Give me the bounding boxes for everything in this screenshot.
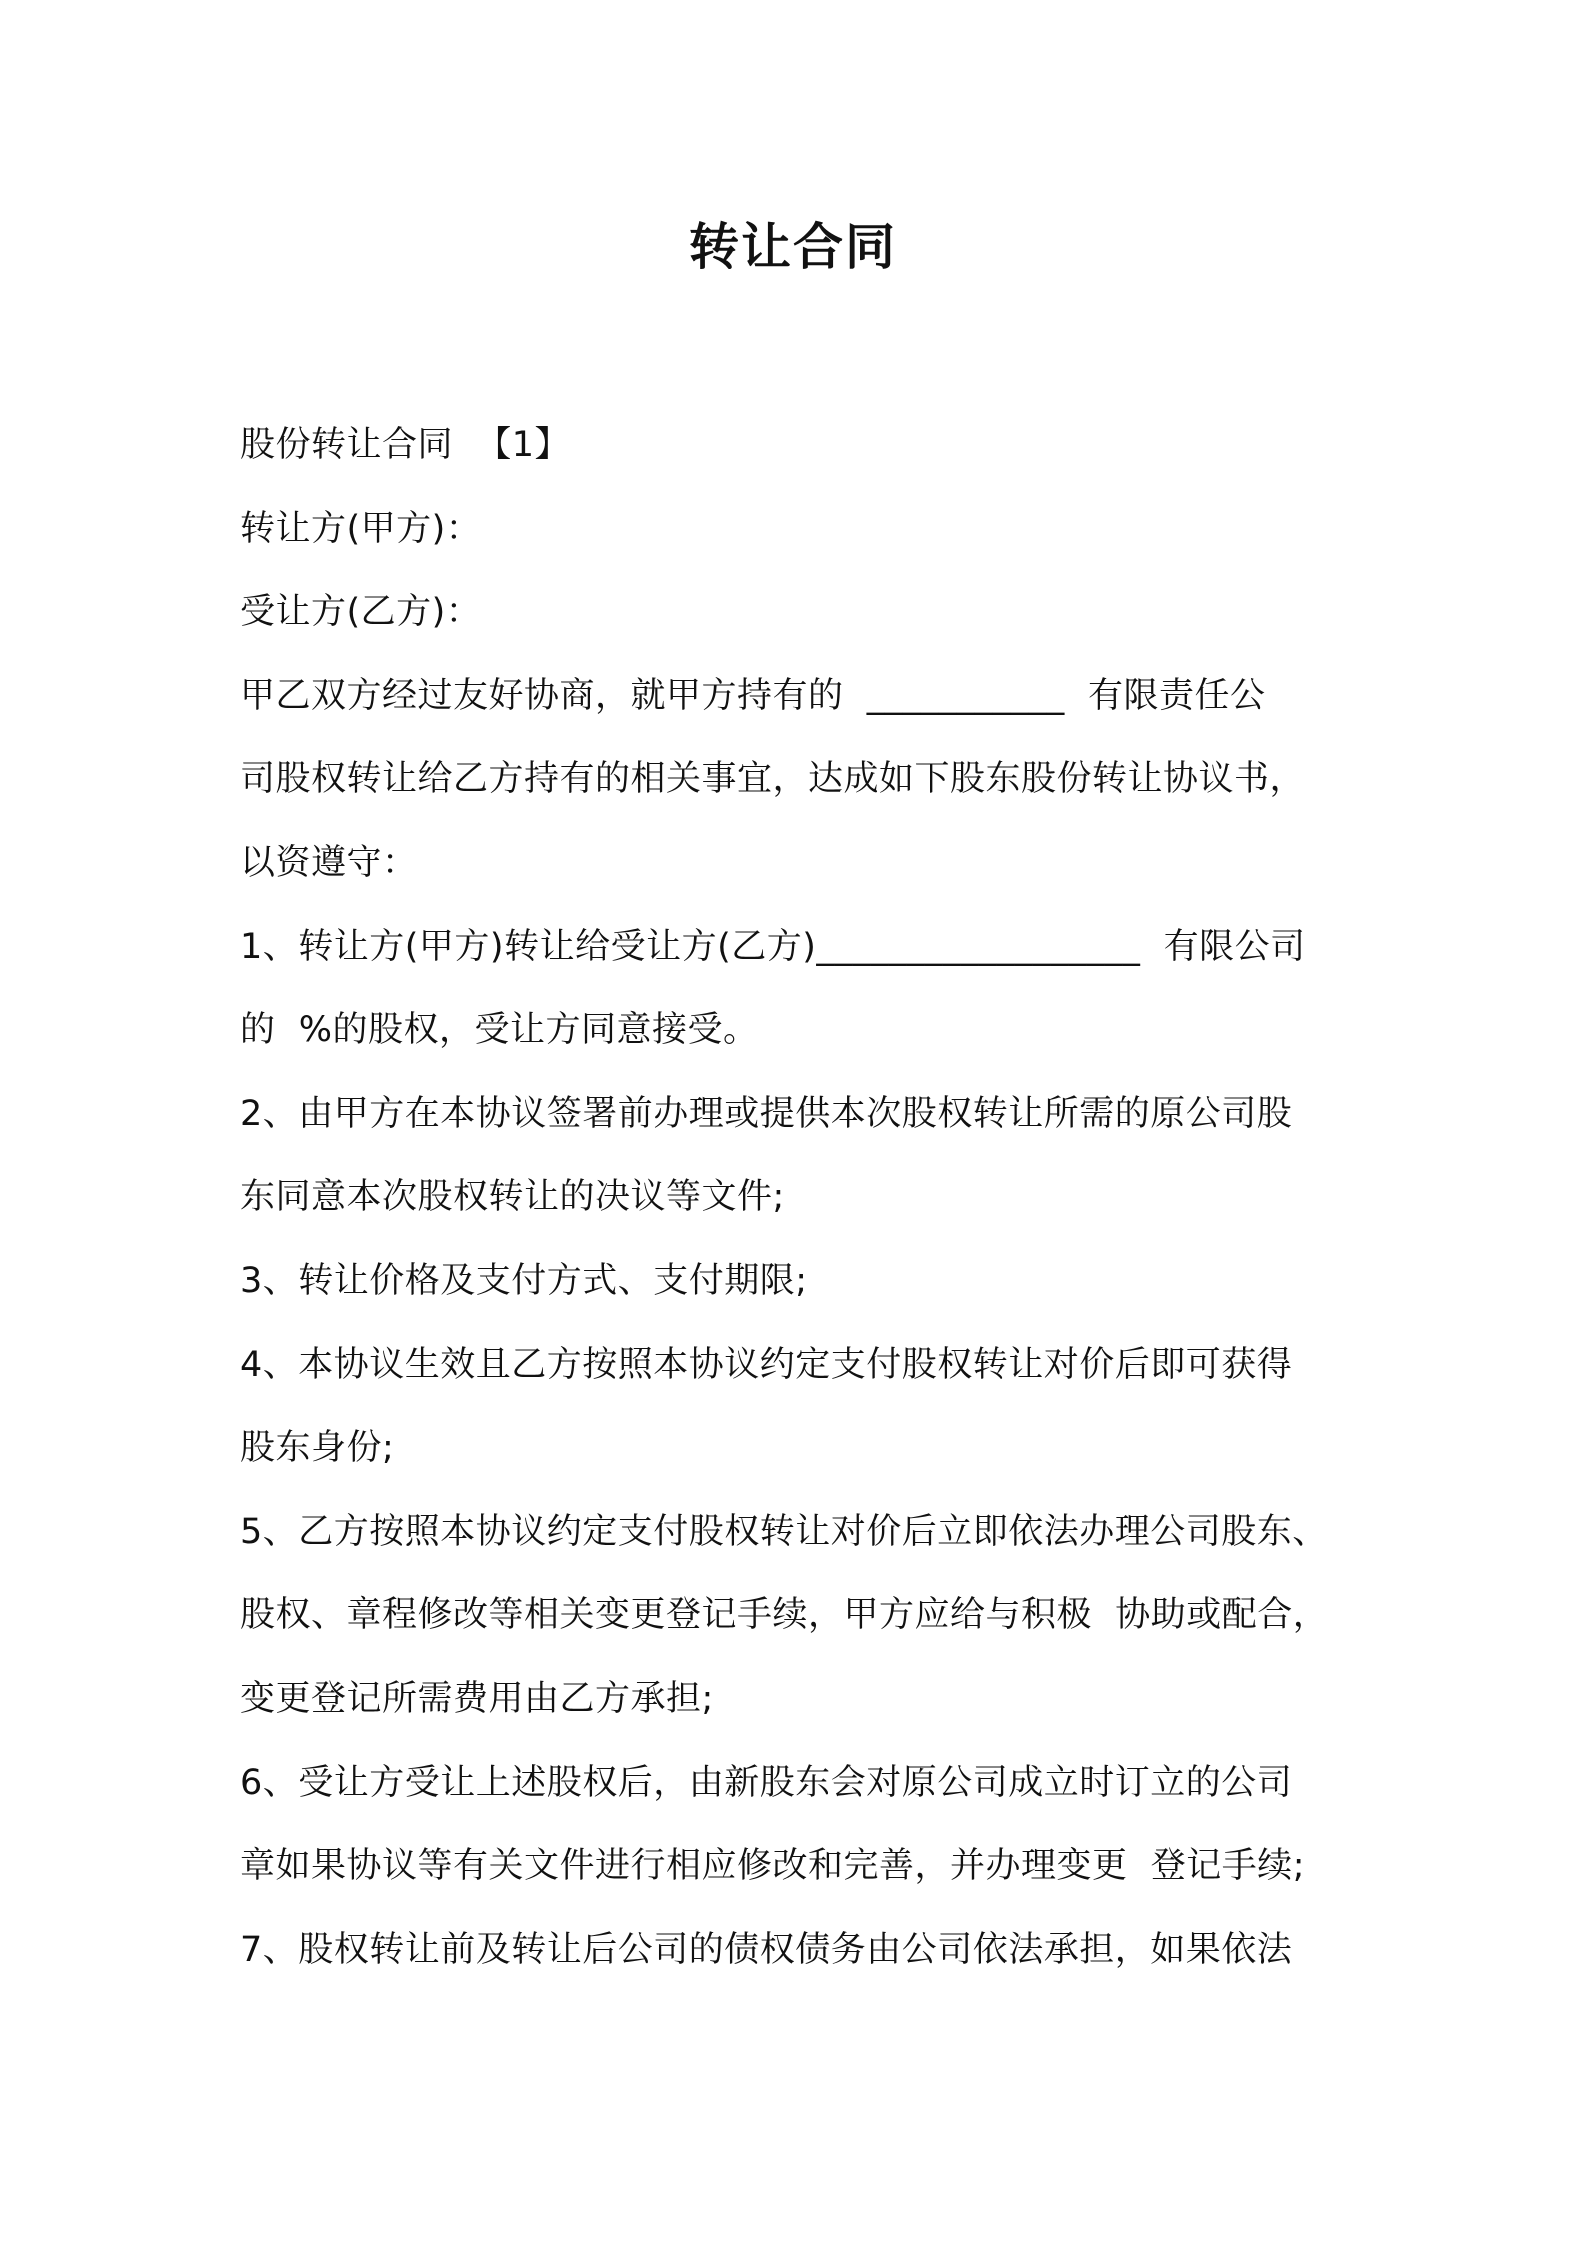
text-line: 的 %的股权，受让方同意接受。	[240, 1010, 759, 1051]
text-line: 转让方(甲方)：	[240, 508, 482, 549]
document-body	[240, 404, 1380, 1992]
text-line: 股份转让合同 【1】	[240, 425, 571, 465]
text-line: 3、转让价格及支付方式、支付期限;	[240, 1260, 808, 1301]
text-line: 章如果协议等有关文件进行相应修改和完善，并办理变更 登记手续;	[240, 1846, 1306, 1887]
text-line: 2、由甲方在本协议签署前办理或提供本次股权转让所需的原公司股	[240, 1093, 1293, 1134]
text-line: 1、转让方(甲方)转让给受让方(乙方)__________________ 有限公司	[240, 926, 1306, 967]
text-line: 司股权转让给乙方持有的相关事宜，达成如下股东股份转让协议书，	[240, 759, 1306, 800]
text-line: 东同意本次股权转让的决议等文件;	[240, 1177, 785, 1218]
document-title: 转让合同	[689, 218, 897, 276]
text-line: 6、受让方受让上述股权后，由新股东会对原公司成立时订立的公司	[240, 1762, 1293, 1803]
text-line: 以资遵守：	[240, 842, 418, 883]
text-line: 7、股权转让前及转让后公司的债权债务由公司依法承担，如果依法	[240, 1929, 1293, 1970]
text-line: 受让方(乙方)：	[240, 592, 482, 633]
text-line: 5、乙方按照本协议约定支付股权转让对价后立即依法办理公司股东、	[240, 1511, 1328, 1552]
text-line: 股权、章程修改等相关变更登记手续，甲方应给与积极 协助或配合，	[240, 1595, 1329, 1636]
text-line: 变更登记所需费用由乙方承担;	[240, 1678, 714, 1719]
text-line: 股东身份;	[240, 1428, 395, 1469]
text-line: 4、本协议生效且乙方按照本协议约定支付股权转让对价后即可获得	[240, 1344, 1293, 1385]
text-line: 甲乙双方经过友好协商，就甲方持有的 ___________ 有限责任公	[240, 675, 1266, 716]
